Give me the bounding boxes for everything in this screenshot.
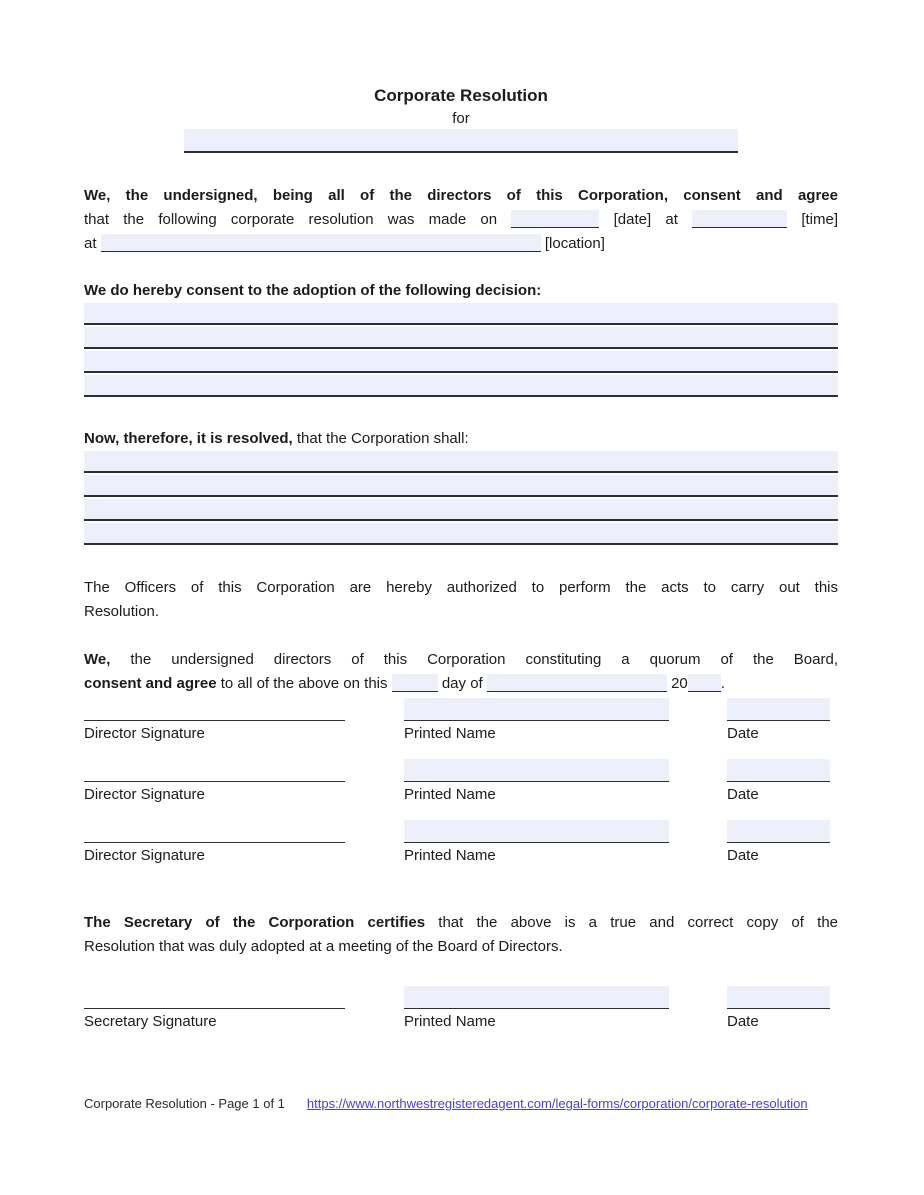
printed-name-field[interactable] [404,986,669,1009]
printed-name-label: Printed Name [404,725,496,742]
secretary-certification-paragraph [84,911,838,959]
date-label: Date [727,786,759,803]
director-signature-line [84,759,345,782]
secretary-text-1: that the above is a true and correct copy of the [438,914,839,931]
date-column [727,986,830,1031]
officers-line-1: The Officers of this Corporation are hereby authorized to perform the acts to carry out this [84,579,838,596]
director-signature-column [84,820,345,865]
resolution-text-field-2[interactable] [84,475,838,497]
date-label: Date [727,725,759,742]
decision-text-field-2[interactable] [84,327,838,349]
date-column [727,759,830,804]
resolution-line-row [84,499,838,523]
resolution-line-row [84,451,838,475]
intro-line-2 [84,208,838,232]
quorum-text-2: to all of the above on this [220,675,388,692]
decision-line-row [84,375,838,399]
intro-text-made-on: that the following corporate resolution was made on [84,211,498,228]
quorum-line-1 [84,648,838,672]
time-blank-field[interactable] [692,210,787,228]
director-signature-line [84,698,345,721]
secretary-signature-label: Secretary Signature [84,1013,217,1030]
resolved-heading-bold: Now, therefore, it is resolved, [84,430,293,447]
page-number: Corporate Resolution - Page 1 of 1 [84,1096,285,1111]
date-column [727,698,830,743]
resolved-heading [84,429,838,449]
document-content [84,0,838,1031]
officers-line-2: Resolution. [84,603,160,620]
year-blank-field[interactable] [688,674,721,692]
quorum-bold-consent: consent and agree [84,675,217,692]
resolution-text-field-1[interactable] [84,451,838,473]
resolution-text-field-4[interactable] [84,523,838,545]
document-title: Corporate Resolution [374,86,548,105]
date-blank-field[interactable] [511,210,599,228]
director-signature-label: Director Signature [84,786,205,803]
intro-paragraph [84,184,838,256]
intro-text-at: at [84,235,97,252]
resolution-line-row [84,523,838,547]
director-signature-row-1 [84,698,838,743]
secretary-line-1 [84,911,838,935]
printed-name-field[interactable] [404,759,669,782]
secretary-line-2: Resolution that was duly adopted at a meeting of the Board of Directors. [84,938,563,955]
quorum-text-day-of: day of [441,675,483,692]
decision-line-row [84,303,838,327]
intro-text-date-at: [date] at [613,211,678,228]
page-footer [84,1096,808,1112]
resolved-heading-rest: that the Corporation shall: [296,430,469,447]
date-field[interactable] [727,820,830,843]
intro-bold-text: We, the undersigned, being all of the directors of this Corporation, consent and agree [84,187,838,204]
decision-heading: We do hereby consent to the adoption of the following decision: [84,282,542,299]
resolution-text-field-3[interactable] [84,499,838,521]
director-signature-row-2 [84,759,838,804]
resolution-line-row [84,475,838,499]
secretary-signature-row [84,986,838,1031]
footer-link[interactable]: https://www.northwestregisteredagent.com/legal-forms/corporation/corporate-resolution [306,1096,808,1111]
date-field[interactable] [727,698,830,721]
director-signature-column [84,759,345,804]
decision-write-lines [84,303,838,399]
quorum-text-year-prefix: 20 [671,675,688,692]
decision-text-field-4[interactable] [84,375,838,397]
quorum-line-2 [84,672,838,696]
secretary-bold-text: The Secretary of the Corporation certifies [84,914,426,931]
director-signature-label: Director Signature [84,725,205,742]
decision-text-field-3[interactable] [84,351,838,373]
quorum-text-period: . [720,675,725,692]
day-blank-field[interactable] [392,674,438,692]
printed-name-column [404,986,669,1031]
officers-paragraph [84,576,838,624]
director-signature-column [84,698,345,743]
intro-line-3 [84,232,838,256]
printed-name-field[interactable] [404,820,669,843]
decision-line-row [84,351,838,375]
printed-name-label: Printed Name [404,1013,496,1030]
quorum-bold-we: We, [84,651,111,668]
intro-text-time: [time] [801,211,839,228]
date-column [727,820,830,865]
secretary-signature-line [84,986,345,1009]
printed-name-column [404,820,669,865]
quorum-text-1: the undersigned directors of this Corporation constituting a quorum of the Board, [130,651,838,668]
intro-text-location: [location] [544,235,605,252]
title-for-label: for [452,110,470,127]
printed-name-label: Printed Name [404,786,496,803]
printed-name-column [404,759,669,804]
quorum-paragraph [84,648,838,696]
director-signature-row-3 [84,820,838,865]
intro-line-1 [84,184,838,208]
corporation-name-field[interactable] [184,129,738,153]
resolution-write-lines [84,451,838,547]
director-signature-line [84,820,345,843]
decision-line-row [84,327,838,351]
date-field[interactable] [727,759,830,782]
printed-name-label: Printed Name [404,847,496,864]
printed-name-field[interactable] [404,698,669,721]
director-signature-label: Director Signature [84,847,205,864]
decision-text-field-1[interactable] [84,303,838,325]
secretary-signature-column [84,986,345,1031]
month-blank-field[interactable] [487,674,667,692]
location-blank-field[interactable] [101,234,541,252]
date-field[interactable] [727,986,830,1009]
date-label: Date [727,1013,759,1030]
date-label: Date [727,847,759,864]
printed-name-column [404,698,669,743]
